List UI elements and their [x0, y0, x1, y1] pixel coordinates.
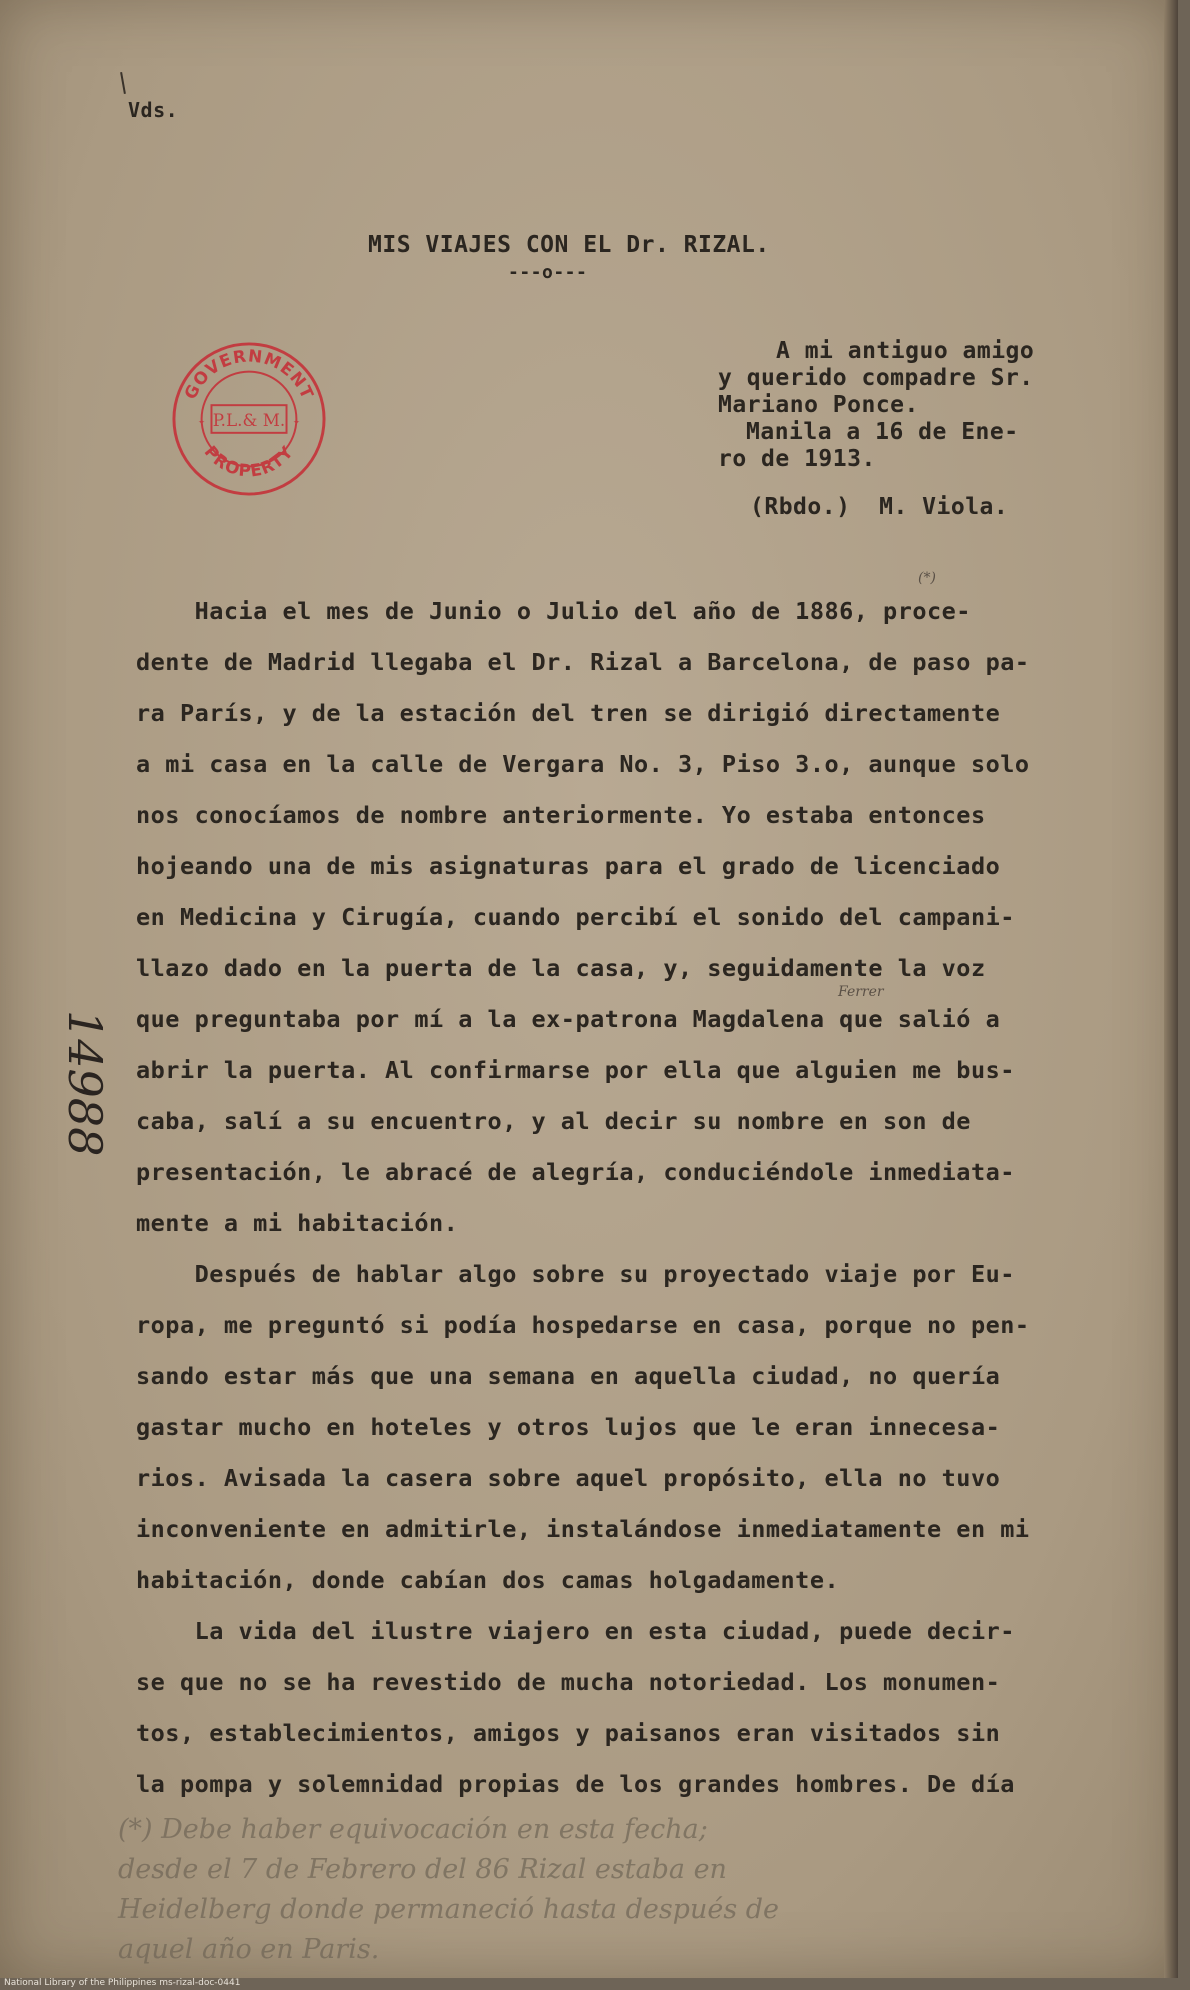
svg-text:✦: ✦	[292, 413, 300, 428]
note-line: desde el 7 de Febrero del 86 Rizal estaba en	[118, 1854, 727, 1885]
text-line: hojeando una de mis asignaturas para el grado de licenciado	[136, 852, 1001, 880]
top-mark: Vds.	[128, 98, 179, 122]
svg-text:GOVERNMENT	[180, 345, 318, 402]
text-line: ropa, me preguntó si podía hospedarse en casa, porque no pen-	[136, 1311, 1030, 1339]
dedication-block	[718, 338, 1034, 473]
dedication-line: ro de 1913.	[718, 446, 876, 472]
text-line: Después de hablar algo sobre su proyectado viaje por Eu-	[136, 1260, 1015, 1288]
text-line: a mi casa en la calle de Vergara No. 3, Piso 3.o, aunque solo	[136, 750, 1030, 778]
dedication-line: A mi antiguo amigo	[776, 338, 1035, 364]
note-line: aquel año en Paris.	[118, 1934, 380, 1965]
text-line: abrir la puerta. Al confirmarse por ella que alguien me bus-	[136, 1056, 1015, 1084]
stamp-top-text: GOVERNMENT	[179, 345, 319, 403]
title-rule: ---o---	[508, 262, 588, 283]
scan-footer: National Library of the Philippines ms-rizal-doc-0441	[4, 1978, 241, 1988]
text-line: llazo dado en la puerta de la casa, y, seguidamente la voz	[136, 954, 986, 982]
government-property-stamp	[170, 340, 328, 498]
note-line: (*) Debe haber equivocación en esta fecha;	[118, 1814, 708, 1845]
stamp-bottom-text: PROPERTY	[200, 441, 298, 481]
text-line: rios. Avisada la casera sobre aquel propósito, ella no tuvo	[136, 1464, 1001, 1492]
text-line: habitación, donde cabían dos camas holgadamente.	[136, 1566, 840, 1594]
text-line: mente a mi habitación.	[136, 1209, 459, 1237]
text-line: gastar mucho en hoteles y otros lujos que le eran innecesa-	[136, 1413, 1001, 1441]
text-line: La vida del ilustre viajero en esta ciudad, puede decir-	[136, 1617, 1015, 1645]
text-line: dente de Madrid llegaba el Dr. Rizal a Barcelona, de paso pa-	[136, 648, 1030, 676]
text-line: inconveniente en admitirle, instalándose inmediatamente en mi	[136, 1515, 1030, 1543]
dedication-line: y querido compadre Sr.	[718, 365, 1034, 391]
svg-text:✦: ✦	[198, 413, 206, 428]
dedication-line: Mariano Ponce.	[718, 392, 919, 418]
paragraph-3	[136, 1606, 1056, 1810]
svg-text:PROPERTY	[201, 442, 298, 481]
handwritten-footnote	[118, 1810, 1128, 1970]
dedication-line: Manila a 16 de Ene-	[746, 419, 1019, 445]
text-line: nos conocíamos de nombre anteriormente. Yo estaba entonces	[136, 801, 986, 829]
document-title: MIS VIAJES CON EL Dr. RIZAL.	[368, 232, 770, 258]
paragraph-2	[136, 1249, 1056, 1606]
text-line: Hacia el mes de Junio o Julio del año de 1886, proce-	[136, 597, 971, 625]
signature-line: (Rbdo.) M. Viola.	[750, 494, 1009, 520]
text-line: se que no se ha revestido de mucha notoriedad. Los monumen-	[136, 1668, 1001, 1696]
interlinear-annotation: Ferrer	[838, 984, 884, 1000]
text-line: que preguntaba por mí a la ex-patrona Magdalena que salió a	[136, 1005, 1001, 1033]
pen-tick-mark	[120, 72, 126, 94]
text-line: la pompa y solemnidad propias de los grandes hombres. De día	[136, 1770, 1015, 1798]
text-line: sando estar más que una semana en aquella ciudad, no quería	[136, 1362, 1001, 1390]
note-line: Heidelberg donde permaneció hasta después de	[118, 1894, 780, 1925]
catalog-number	[52, 1010, 112, 1180]
text-line: tos, establecimientos, amigos y paisanos eran visitados sin	[136, 1719, 1001, 1747]
paragraph-1	[136, 586, 1056, 1249]
catalog-number-text: 14988	[58, 1010, 112, 1157]
page-edge	[1164, 0, 1178, 1978]
text-line: en Medicina y Cirugía, cuando percibí el sonido del campani-	[136, 903, 1015, 931]
text-line: ra París, y de la estación del tren se dirigió directamente	[136, 699, 1001, 727]
text-line: caba, salí a su encuentro, y al decir su nombre en son de	[136, 1107, 971, 1135]
stamp-mid-text: P.L.& M.	[212, 409, 286, 430]
superscript-mark: (*)	[918, 570, 936, 586]
text-line: presentación, le abracé de alegría, conduciéndole inmediata-	[136, 1158, 1015, 1186]
